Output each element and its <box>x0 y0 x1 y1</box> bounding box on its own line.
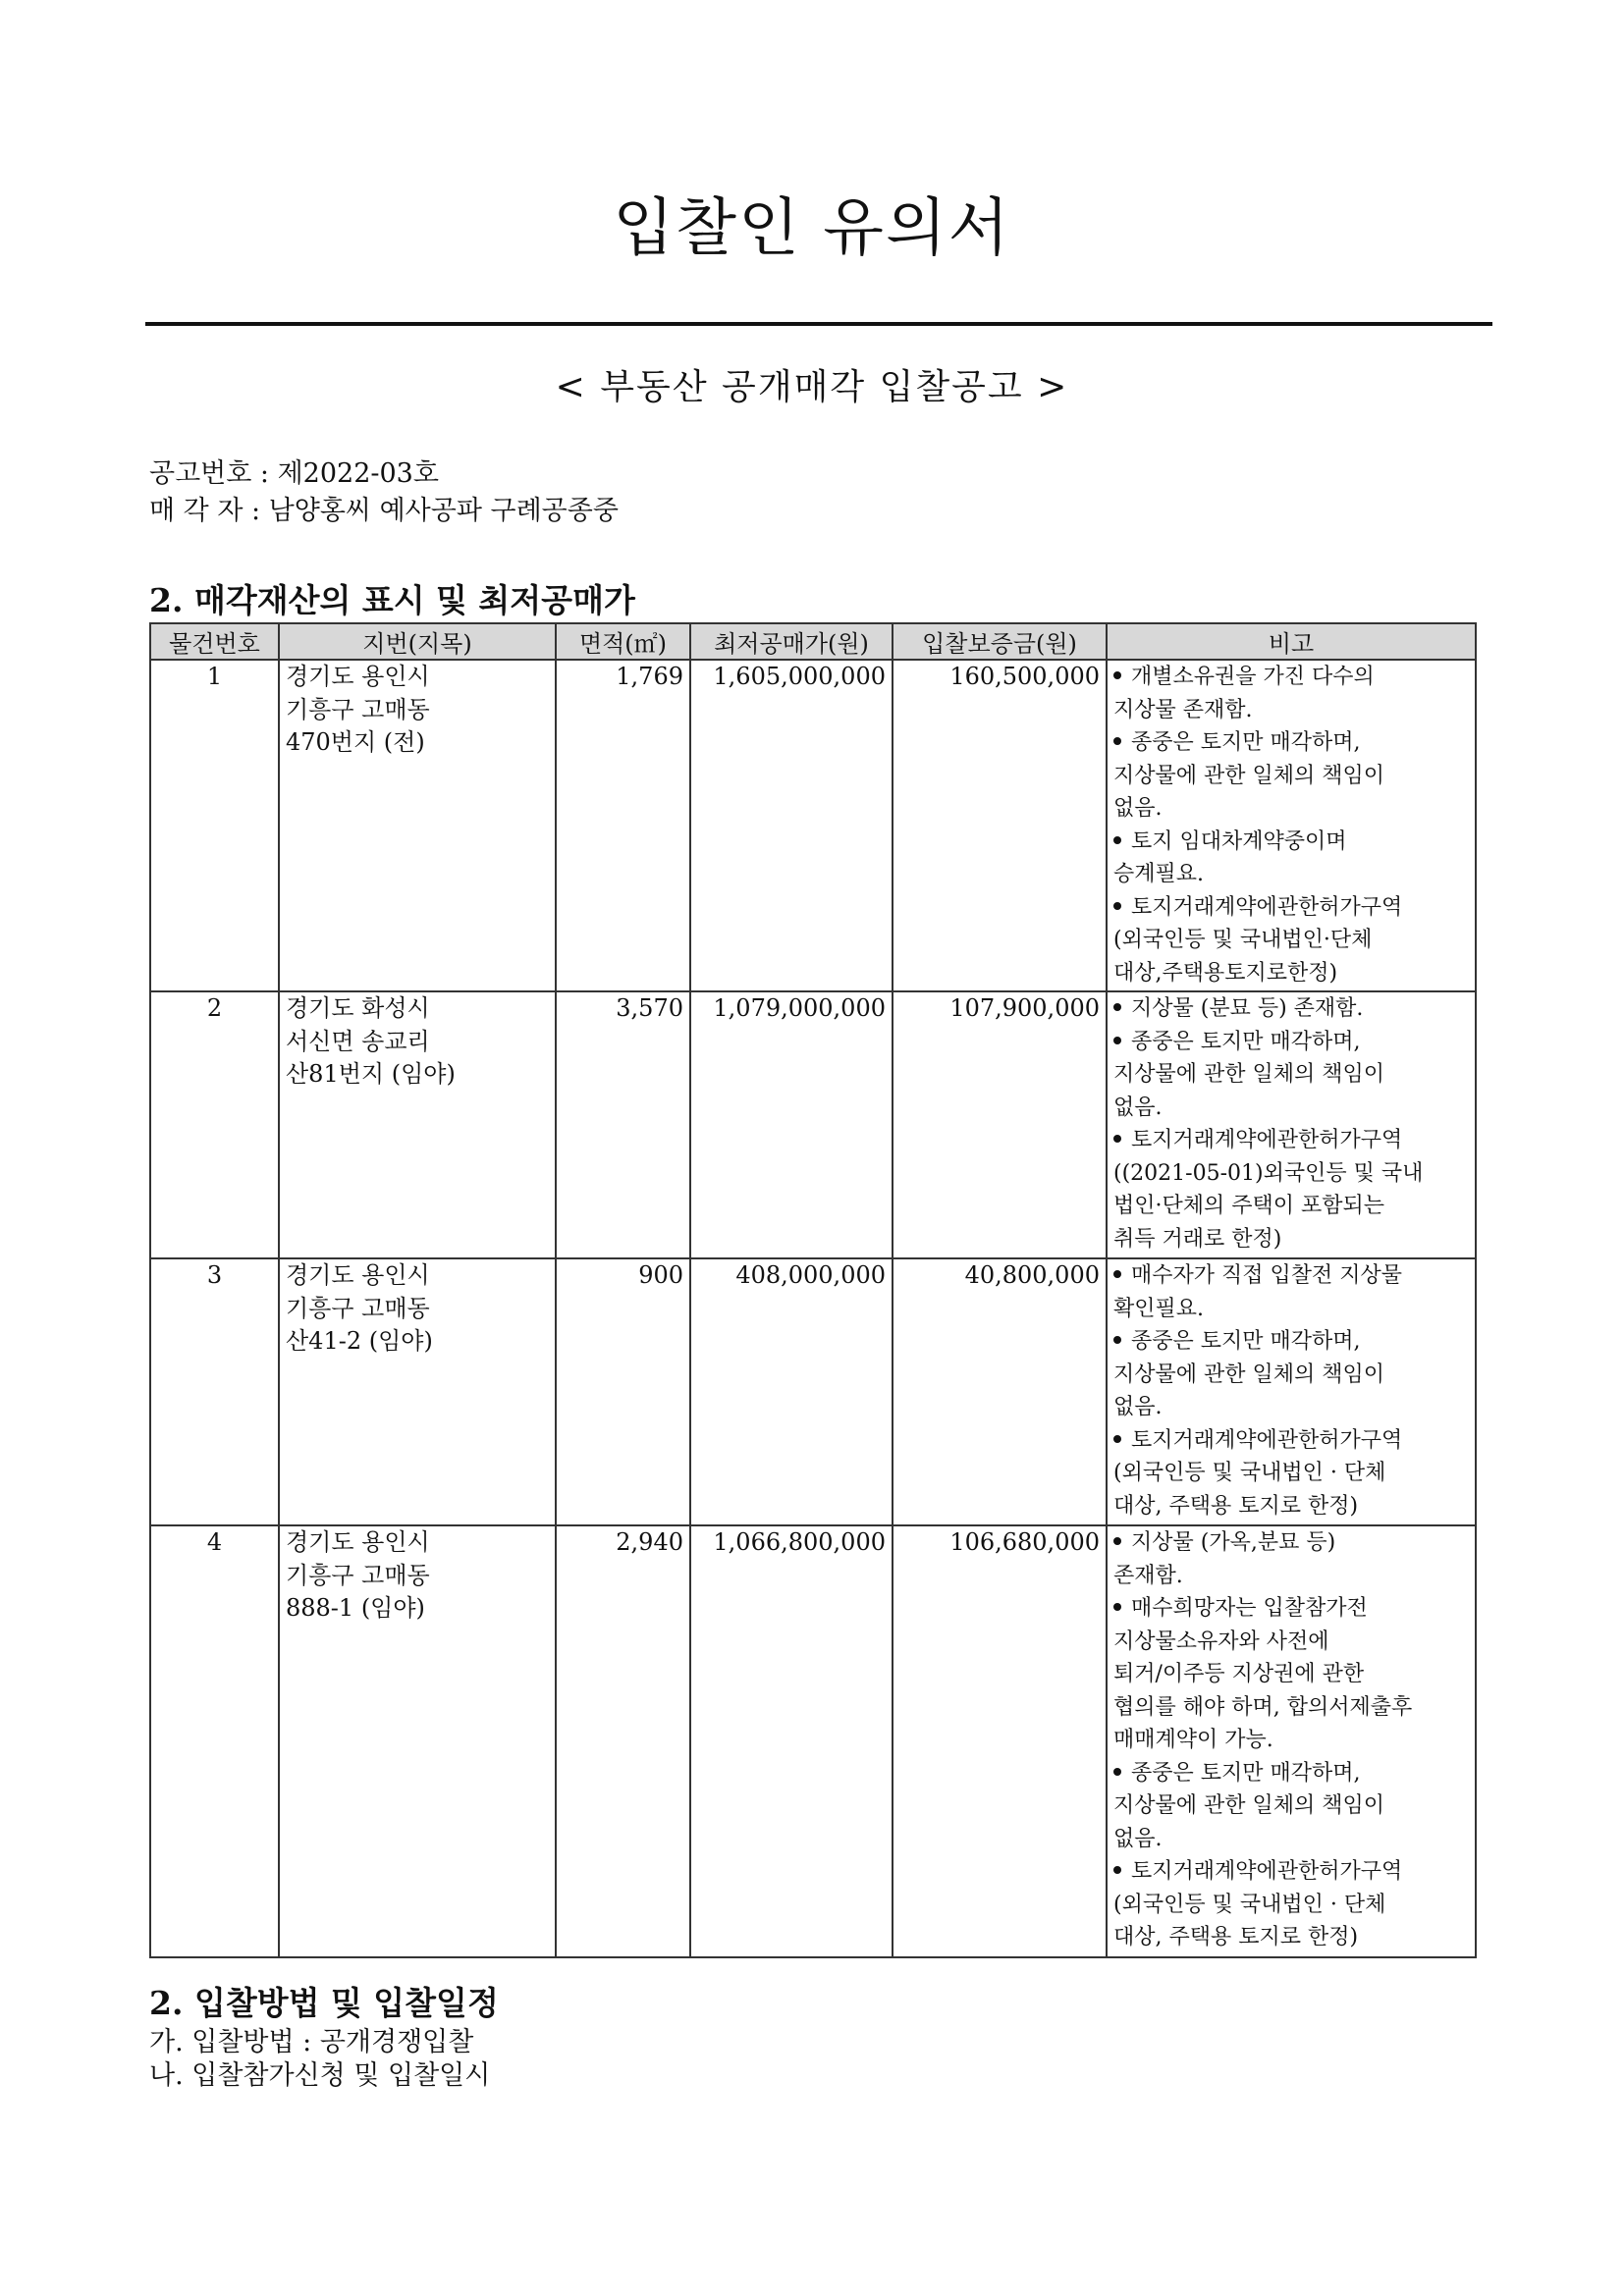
remark-text: 개별소유권을 가진 다수의 <box>1131 665 1375 689</box>
seller-info: 매 각 자 : 남양홍씨 예사공파 구례공종중 <box>149 496 619 526</box>
remark-line <box>1113 1359 1469 1392</box>
section-heading-bidding: 2. 입찰방법 및 입찰일정 <box>149 1984 499 2022</box>
table-row <box>150 991 1476 1258</box>
cell-location <box>279 660 556 991</box>
remark-text: 종중은 토지만 매각하며, <box>1131 1329 1361 1354</box>
remark-text: 지상물에 관한 일체의 책임이 <box>1113 763 1385 788</box>
bidding-method: 가. 입찰방법 : 공개경쟁입찰 <box>149 2027 474 2057</box>
bullet-icon <box>1113 1003 1121 1011</box>
remark-line <box>1113 726 1469 760</box>
bullet-icon <box>1113 1603 1121 1611</box>
remark-line <box>1113 1325 1469 1359</box>
remark-text: 없음. <box>1113 796 1163 821</box>
remark-line <box>1113 1691 1469 1725</box>
remark-text: ((2021-05-01)외국인등 및 국내 <box>1113 1160 1424 1186</box>
remark-text: 지상물소유자와 사전에 <box>1113 1629 1329 1654</box>
cell-deposit: 40,800,000 <box>893 1258 1107 1525</box>
location-line: 888-1 (임야) <box>286 1594 425 1622</box>
bullet-icon <box>1113 1135 1121 1143</box>
table-row <box>150 1258 1476 1525</box>
remark-line <box>1113 1190 1469 1223</box>
remark-line <box>1113 694 1469 727</box>
remark-line <box>1113 1391 1469 1424</box>
notice-number: 공고번호 : 제2022-03호 <box>149 458 439 489</box>
remark-line <box>1113 661 1469 694</box>
bullet-icon <box>1113 1435 1121 1443</box>
cell-area: 2,940 <box>556 1525 690 1957</box>
announcement-subtitle: < 부동산 공개매각 입찰공고 > <box>555 367 1069 407</box>
remark-text: 토지거래계약에관한허가구역 <box>1131 894 1403 920</box>
location-line: 산41-2 (임야) <box>286 1327 433 1355</box>
title-divider <box>145 322 1492 326</box>
location-line: 경기도 화성시 <box>286 994 430 1022</box>
cell-location <box>279 991 556 1258</box>
header-area: 면적(㎡) <box>556 623 690 660</box>
cell-remarks <box>1107 1258 1476 1525</box>
section-heading-property: 2. 매각재산의 표시 및 최저공매가 <box>149 581 635 619</box>
remark-text: 승계필요. <box>1113 862 1205 886</box>
remark-text: 토지거래계약에관한허가구역 <box>1131 1128 1403 1152</box>
bullet-icon <box>1113 1866 1121 1874</box>
remark-line <box>1113 1457 1469 1490</box>
location-line: 기흥구 고매동 <box>286 695 430 723</box>
remark-line <box>1113 1293 1469 1326</box>
cell-item-no: 4 <box>150 1525 279 1957</box>
bullet-icon <box>1113 1037 1121 1044</box>
remark-line <box>1113 1223 1469 1256</box>
remark-line <box>1113 1626 1469 1659</box>
remark-line <box>1113 1526 1469 1560</box>
remark-text: 토지거래계약에관한허가구역 <box>1131 1859 1403 1884</box>
cell-area: 1,769 <box>556 660 690 991</box>
cell-location <box>279 1525 556 1957</box>
remark-line <box>1113 957 1469 990</box>
remark-line <box>1113 760 1469 793</box>
remark-text: 지상물 (가옥,분묘 등) <box>1131 1530 1336 1555</box>
remark-line <box>1113 1889 1469 1922</box>
remark-line <box>1113 1823 1469 1856</box>
cell-remarks <box>1107 660 1476 991</box>
cell-min-price: 1,605,000,000 <box>690 660 893 991</box>
remark-text: 취득 거래로 한정) <box>1113 1226 1282 1252</box>
bullet-icon <box>1113 902 1121 910</box>
remark-text: 지상물에 관한 일체의 책임이 <box>1113 1793 1385 1818</box>
remark-text: (외국인등 및 국내법인 · 단체 <box>1113 1461 1386 1485</box>
remark-line <box>1113 1259 1469 1293</box>
remark-text: 없음. <box>1113 1395 1163 1419</box>
remark-text: 지상물에 관한 일체의 책임이 <box>1113 1362 1385 1387</box>
bullet-icon <box>1113 836 1121 844</box>
remark-text: 존재함. <box>1113 1563 1183 1588</box>
header-deposit: 입찰보증금(원) <box>893 623 1107 660</box>
remark-line <box>1113 1058 1469 1092</box>
remark-text: 법인·단체의 주택이 포함되는 <box>1113 1194 1385 1218</box>
bullet-icon <box>1113 671 1121 679</box>
remark-line <box>1113 1424 1469 1458</box>
remark-line <box>1113 891 1469 925</box>
remark-text: (외국인등 및 국내법인·단체 <box>1113 928 1373 952</box>
remark-line <box>1113 1157 1469 1191</box>
bullet-icon <box>1113 1537 1121 1545</box>
cell-item-no: 2 <box>150 991 279 1258</box>
cell-area: 3,570 <box>556 991 690 1258</box>
remark-text: 없음. <box>1113 1826 1163 1851</box>
location-line: 서신면 송교리 <box>286 1027 430 1055</box>
cell-min-price: 1,066,800,000 <box>690 1525 893 1957</box>
property-table <box>149 622 1477 1958</box>
remark-text: 토지거래계약에관한허가구역 <box>1131 1427 1403 1453</box>
remark-text: 매수자가 직접 입찰전 지상물 <box>1131 1263 1403 1288</box>
remark-text: 지상물 (분묘 등) 존재함. <box>1131 996 1364 1021</box>
remark-text: 대상, 주택용 토지로 한정) <box>1113 1925 1359 1949</box>
remark-line <box>1113 1560 1469 1593</box>
remark-text: 매매계약이 가능. <box>1113 1728 1273 1752</box>
remark-line <box>1113 1921 1469 1954</box>
remark-text: (외국인등 및 국내법인 · 단체 <box>1113 1892 1386 1917</box>
remark-line <box>1113 992 1469 1026</box>
bullet-icon <box>1113 1768 1121 1776</box>
bullet-icon <box>1113 1336 1121 1344</box>
header-item-no: 물건번호 <box>150 623 279 660</box>
cell-location <box>279 1258 556 1525</box>
table-row <box>150 1525 1476 1957</box>
bullet-icon <box>1113 737 1121 745</box>
remark-line <box>1113 924 1469 957</box>
location-line: 경기도 용인시 <box>286 1528 430 1556</box>
cell-area: 900 <box>556 1258 690 1525</box>
location-line: 경기도 용인시 <box>286 663 430 690</box>
table-row <box>150 660 1476 991</box>
remark-line <box>1113 1789 1469 1823</box>
remark-text: 토지 임대차계약중이며 <box>1131 828 1347 854</box>
cell-min-price: 1,079,000,000 <box>690 991 893 1258</box>
remark-text: 종중은 토지만 매각하며, <box>1131 1029 1361 1054</box>
remark-line <box>1113 1757 1469 1790</box>
remark-text: 매수희망자는 입찰참가전 <box>1131 1596 1368 1621</box>
remark-line <box>1113 792 1469 826</box>
document-title: 입찰인 유의서 <box>613 192 1011 265</box>
remark-text: 종중은 토지만 매각하며, <box>1131 1760 1361 1786</box>
remark-text: 협의를 해야 하며, 합의서제출후 <box>1113 1694 1413 1720</box>
location-line: 기흥구 고매동 <box>286 1294 430 1322</box>
remark-text: 종중은 토지만 매각하며, <box>1131 730 1361 755</box>
bidding-schedule: 나. 입찰참가신청 및 입찰일시 <box>149 2060 491 2091</box>
remark-text: 퇴거/이주등 지상권에 관한 <box>1113 1662 1365 1686</box>
remark-line <box>1113 1855 1469 1889</box>
location-line: 산81번지 (임야) <box>286 1060 456 1088</box>
cell-item-no: 3 <box>150 1258 279 1525</box>
remark-line <box>1113 1124 1469 1157</box>
remark-line <box>1113 1592 1469 1626</box>
remark-text: 지상물에 관한 일체의 책임이 <box>1113 1062 1385 1087</box>
bullet-icon <box>1113 1270 1121 1278</box>
cell-deposit: 107,900,000 <box>893 991 1107 1258</box>
cell-remarks <box>1107 991 1476 1258</box>
remark-line <box>1113 826 1469 859</box>
cell-deposit: 106,680,000 <box>893 1525 1107 1957</box>
remark-line <box>1113 1724 1469 1757</box>
cell-item-no: 1 <box>150 660 279 991</box>
cell-deposit: 160,500,000 <box>893 660 1107 991</box>
cell-min-price: 408,000,000 <box>690 1258 893 1525</box>
header-min-price: 최저공매가(원) <box>690 623 893 660</box>
remark-text: 지상물 존재함. <box>1113 697 1253 722</box>
header-remarks: 비고 <box>1107 623 1476 660</box>
table-header-row <box>150 623 1476 660</box>
remark-line <box>1113 1092 1469 1125</box>
remark-line <box>1113 1490 1469 1523</box>
remark-line <box>1113 1026 1469 1059</box>
header-location: 지번(지목) <box>279 623 556 660</box>
remark-line <box>1113 1658 1469 1691</box>
location-line: 470번지 (전) <box>286 728 425 756</box>
remark-text: 대상,주택용토지로한정) <box>1113 960 1338 986</box>
location-line: 기흥구 고매동 <box>286 1561 430 1589</box>
remark-text: 확인필요. <box>1113 1296 1205 1321</box>
remark-text: 대상, 주택용 토지로 한정) <box>1113 1493 1359 1519</box>
remark-line <box>1113 858 1469 891</box>
cell-remarks <box>1107 1525 1476 1957</box>
remark-text: 없음. <box>1113 1095 1163 1120</box>
location-line: 경기도 용인시 <box>286 1261 430 1289</box>
